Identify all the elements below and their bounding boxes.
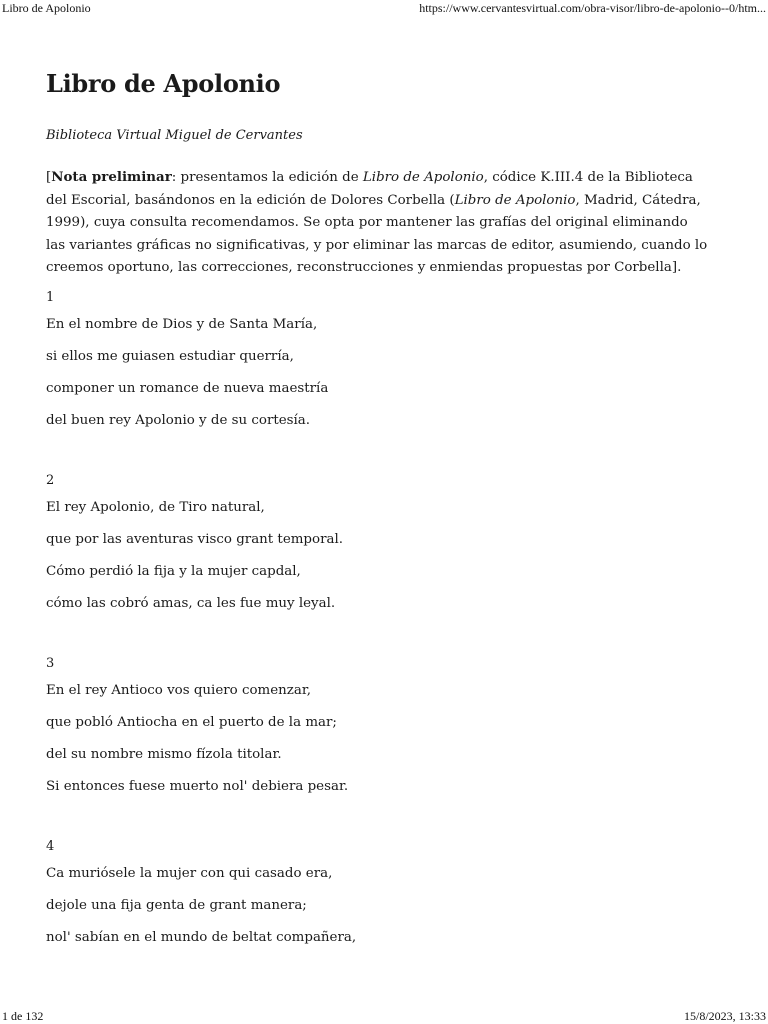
- verse-line: En el nombre de Dios y de Santa María,: [46, 316, 318, 332]
- header-page-title: Libro de Apolonio: [2, 1, 91, 15]
- verse-line: En el rey Antioco vos quiero comenzar,: [46, 682, 312, 698]
- verse-line: que por las aventuras visco grant temporal.: [46, 531, 343, 547]
- verse-line: cómo las cobró amas, ca les fue muy leyal.: [46, 595, 336, 611]
- print-footer: [0, 1008, 768, 1024]
- document-title: Libro de Apolonio: [46, 69, 281, 98]
- stanza-number: 3: [46, 655, 55, 671]
- verse-line: del su nombre mismo fízola titolar.: [46, 746, 282, 762]
- note-italic-title-2: Libro de Apolonio: [454, 192, 576, 208]
- stanza-number: 4: [46, 838, 55, 854]
- stanza-number: 2: [46, 472, 55, 488]
- print-header: [0, 0, 768, 16]
- stanza-number: 1: [46, 289, 55, 305]
- note-italic-title-1: Libro de Apolonio: [362, 170, 484, 185]
- verse-line: componer un romance de nueva maestría: [46, 380, 329, 396]
- verse-line: Si entonces fuese muerto nol' debiera pesar.: [46, 778, 349, 794]
- print-timestamp: 15/8/2023, 13:33: [683, 1009, 766, 1023]
- stanza-2: [46, 469, 710, 620]
- note-text-3: , Madrid, Cátedra, 1999), cuya consulta recomendamos. Se opta por mantener las grafías del original eliminando las variantes gráficas no significativas, y por eliminar las marcas de editor, asumiendo, cuando lo creemos oportuno, las correcciones, reconstrucciones y enmiendas propuestas por Corbella].: [46, 192, 708, 275]
- document-subtitle: Biblioteca Virtual Miguel de Cervantes: [46, 128, 303, 143]
- verse-line: El rey Apolonio, de Tiro natural,: [46, 499, 265, 515]
- verse-line: que pobló Antiocha en el puerto de la mar;: [46, 714, 337, 730]
- stanza-spacer: [46, 620, 710, 646]
- note-text-2: , códice K.III.4 de la Biblioteca del Escorial, basándonos en la edición de Dolores Corbella (: [46, 170, 693, 208]
- stanza-spacer: [46, 803, 710, 829]
- verse-line: dejole una fija genta de grant manera;: [46, 897, 307, 913]
- verse-line: del buen rey Apolonio y de su cortesía.: [46, 412, 311, 428]
- stanza-3: [46, 652, 710, 803]
- stanza-4: [46, 835, 710, 954]
- stanza-1: [46, 286, 710, 437]
- page-counter: 1 de 132: [2, 1009, 44, 1023]
- verse-line: Ca muriósele la mujer con qui casado era,: [46, 865, 333, 881]
- preliminary-note: [46, 166, 710, 280]
- note-open-bracket: [: [46, 170, 52, 185]
- page-content: [46, 68, 710, 954]
- note-label: Nota preliminar: [51, 169, 172, 185]
- verse-line: nol' sabían en el mundo de beltat compañera,: [46, 929, 357, 945]
- stanza-spacer: [46, 437, 710, 463]
- verse-line: si ellos me guiasen estudiar querría,: [46, 348, 294, 364]
- verse-line: Cómo perdió la fija y la mujer capdal,: [46, 563, 301, 579]
- note-text-1: : presentamos la edición de: [171, 170, 363, 185]
- header-url: https://www.cervantesvirtual.com/obra-visor/libro-de-apolonio--0/htm...: [419, 1, 766, 15]
